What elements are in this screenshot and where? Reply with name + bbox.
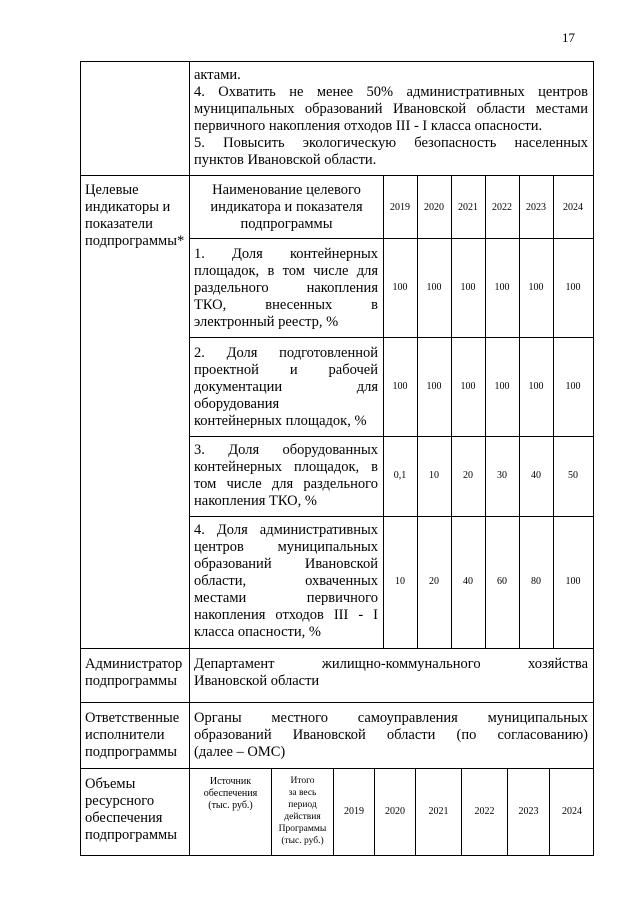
- indicator-text-line: контейнерных площадок, %: [194, 413, 367, 429]
- indicator-value: 100: [392, 282, 408, 293]
- goals-line: актами.: [194, 67, 241, 83]
- indicator-text-line: ТКО, внесенных в: [194, 297, 378, 313]
- indicator-value: 100: [426, 381, 442, 392]
- indicator-value: 10: [429, 470, 439, 481]
- goals-line: муниципальных образований Ивановской области местами: [194, 101, 588, 117]
- indicator-text-line: проектной и рабочей: [194, 362, 378, 378]
- text-line: Ивановской области: [194, 673, 320, 689]
- indicator-value: 30: [497, 470, 507, 481]
- indicator-grid-line: [189, 516, 594, 517]
- indicator-value: 100: [528, 381, 544, 392]
- text-line: образований Ивановской области (по согласованию): [194, 727, 588, 743]
- page-number: 17: [562, 30, 575, 45]
- year-header: 2022: [492, 202, 512, 213]
- indicator-grid-line: [189, 238, 594, 239]
- indicator-value: 80: [531, 576, 541, 587]
- text-line: (далее – ОМС): [194, 744, 286, 760]
- row-divider: [80, 648, 594, 649]
- year-header: 2024: [563, 202, 583, 213]
- indicator-text-line: 1. Доля контейнерных: [194, 246, 378, 262]
- year-header: 2023: [526, 202, 546, 213]
- label-line: Целевые: [85, 182, 139, 198]
- column-divider: [189, 61, 190, 856]
- row-divider: [80, 768, 594, 769]
- header-line: период: [288, 800, 317, 810]
- indicator-value: 60: [497, 576, 507, 587]
- year-header: 2020: [424, 202, 444, 213]
- label-line: Объемы: [85, 776, 136, 792]
- indicator-value: 100: [426, 282, 442, 293]
- goals-line: первичного накопления отходов III - I класса опасности.: [194, 118, 543, 134]
- indicator-text-line: образований Ивановской: [194, 556, 378, 572]
- funding-year-header: 2020: [385, 806, 405, 817]
- header-line: подпрограммы: [240, 216, 333, 232]
- indicator-value: 0,1: [393, 470, 407, 481]
- indicator-text-line: 4. Доля административных: [194, 522, 378, 538]
- funding-year-header: 2022: [474, 806, 495, 817]
- funding-year-header: 2024: [562, 806, 582, 817]
- indicator-text-line: электронный реестр, %: [194, 314, 339, 330]
- goals-line: пунктов Ивановской области.: [194, 152, 377, 168]
- indicator-value: 40: [463, 576, 473, 587]
- indicator-value: 100: [392, 381, 408, 392]
- indicator-value: 20: [429, 576, 439, 587]
- year-header: 2021: [458, 202, 478, 213]
- indicator-text-line: контейнерных площадок, в: [194, 459, 378, 475]
- header-line: (тыс. руб.): [208, 800, 253, 811]
- goals-line: 5. Повысить экологическую безопасность населенных: [194, 135, 588, 151]
- label-line: исполнители: [85, 727, 165, 743]
- indicator-value: 100: [565, 381, 581, 392]
- text-line: Органы местного самоуправления муниципальных: [194, 710, 588, 726]
- header-line: Итого: [290, 776, 315, 786]
- label-line: подпрограммы*: [85, 233, 185, 249]
- label-line: подпрограммы: [85, 673, 177, 689]
- funding-year-header: 2023: [518, 806, 539, 817]
- row-divider: [80, 175, 594, 176]
- indicator-value: 40: [531, 470, 541, 481]
- indicator-text-line: раздельного накопления: [194, 280, 378, 296]
- goals-line: 4. Охватить не менее 50% административных центров: [194, 84, 588, 100]
- indicator-grid-line: [189, 337, 594, 338]
- indicator-text-line: центров муниципальных: [194, 539, 378, 555]
- label-line: ресурсного: [85, 793, 155, 809]
- indicator-grid-line: [189, 436, 594, 437]
- indicator-text-line: площадок, в том числе для: [194, 263, 378, 279]
- header-line: Программы: [278, 824, 327, 834]
- header-line: Наименование целевого: [212, 182, 361, 198]
- header-line: (тыс. руб.): [281, 836, 324, 846]
- indicator-text-line: документации для: [194, 379, 378, 395]
- label-line: Ответственные: [85, 710, 180, 726]
- indicator-value: 100: [565, 576, 581, 587]
- text-line: Департамент жилищно-коммунального хозяйства: [194, 656, 588, 672]
- year-header: 2019: [390, 202, 410, 213]
- header-line: индикатора и показателя: [210, 199, 363, 215]
- indicator-text-line: том числе для раздельного: [194, 476, 378, 492]
- indicator-value: 100: [460, 381, 476, 392]
- indicator-text-line: класса опасности, %: [194, 624, 321, 640]
- indicator-value: 10: [395, 576, 405, 587]
- indicator-value: 50: [568, 470, 578, 481]
- label-line: индикаторы и: [85, 199, 171, 215]
- header-line: действия: [284, 812, 321, 822]
- indicator-value: 100: [494, 282, 510, 293]
- label-line: показатели: [85, 216, 153, 232]
- label-line: обеспечения: [85, 810, 163, 826]
- header-line: за весь: [288, 788, 317, 798]
- indicator-value: 100: [494, 381, 510, 392]
- indicator-text-line: области, охваченных: [194, 573, 378, 589]
- indicator-value: 100: [528, 282, 544, 293]
- indicator-text-line: накопления отходов III - I: [194, 607, 378, 623]
- header-line: обеспечения: [203, 788, 258, 799]
- indicator-text-line: накопления ТКО, %: [194, 493, 317, 509]
- indicator-value: 100: [565, 282, 581, 293]
- indicator-text-line: 2. Доля подготовленной: [194, 345, 378, 361]
- label-line: подпрограммы: [85, 744, 177, 760]
- header-line: Источник: [209, 776, 252, 787]
- funding-year-header: 2019: [344, 806, 364, 817]
- indicator-text-line: местами первичного: [194, 590, 378, 606]
- indicator-value: 100: [460, 282, 476, 293]
- indicator-text-line: оборудования: [194, 396, 280, 412]
- row-divider: [80, 702, 594, 703]
- label-line: Администратор: [85, 656, 183, 672]
- indicator-text-line: 3. Доля оборудованных: [194, 442, 378, 458]
- indicator-value: 20: [463, 470, 473, 481]
- funding-year-header: 2021: [428, 806, 449, 817]
- label-line: подпрограммы: [85, 827, 177, 843]
